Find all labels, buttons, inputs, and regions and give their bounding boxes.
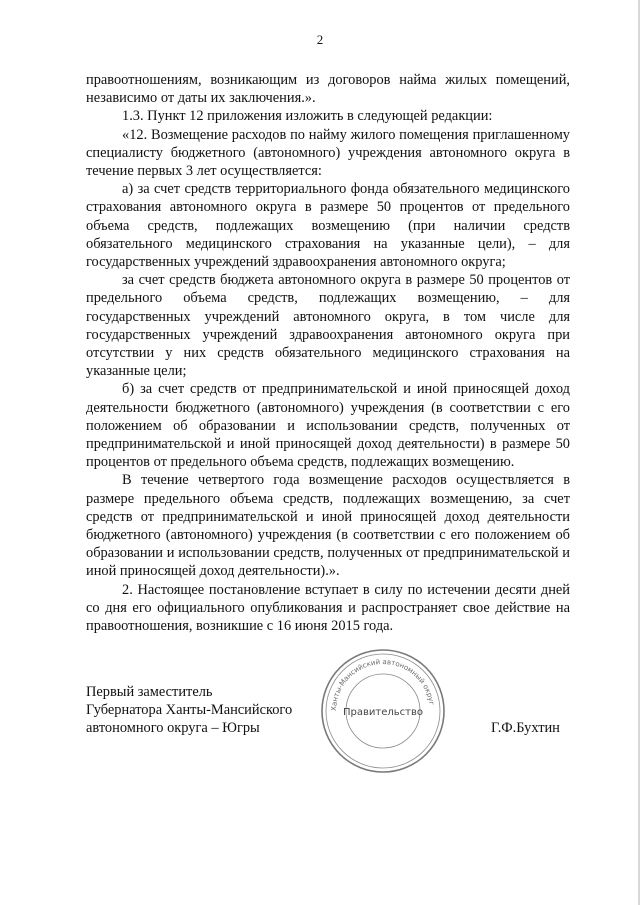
signer-title-line-2: Губернатора Ханты-Мансийского xyxy=(86,702,293,719)
signer-title-line-1: Первый заместитель xyxy=(86,684,213,700)
signer-title-line-3: автономного округа – Югры xyxy=(86,720,260,737)
paragraph-3: «12. Возмещение расходов по найму жилого помещения приглашенному специалисту бюджетного (автономного) учреждения автономного округа в течение первых 3 лет осуществляется: xyxy=(86,126,570,180)
signature-block xyxy=(86,683,326,738)
paragraph-6: б) за счет средств от предпринимательской и иной приносящей доход деятельности бюджетного (автономного) учреждения (в соответствии с его положением об образовании и использовании средств, полученных от предпринимательской и иной приносящей доход деятельности) в размере 50 процентов от предельного объема средств, подлежащих возмещению. xyxy=(86,381,570,471)
seal-ring-text: Ханты-Мансийский автономный округ xyxy=(329,657,436,712)
paragraph-7: В течение четвертого года возмещение расходов осуществляется в размере предельного объема средств, подлежащих возмещению, за счет средств от предпринимательской и иной приносящей доход деятельности бюджетного (автономного) учреждения (в соответствии с его положением об образовании и использовании средств, полученных от предпринимательской и иной приносящей доход деятельности).». xyxy=(86,472,570,580)
paragraph-5: за счет средств бюджета автономного округа в размере 50 процентов от предельного объема средств, подлежащих возмещению, – для государственных учреждений автономного округа, в том числе для государственных учреждений здравоохранения автономного округа при отсутствии у них средств обязательного медицинского страхования на указанные цели; xyxy=(86,272,570,380)
paragraph-2: 1.3. Пункт 12 приложения изложить в следующей редакции: xyxy=(122,108,493,125)
paragraph-1: правоотношениям, возникающим из договоров найма жилых помещений, независимо от даты их заключения.». xyxy=(86,72,570,107)
document-body xyxy=(86,71,570,635)
seal-graphic xyxy=(318,646,448,776)
paragraph-8: 2. Настоящее постановление вступает в силу по истечении десяти дней со дня его официального опубликования и распространяет свое действие на правоотношения, возникшие с 16 июня 2015 года. xyxy=(86,581,570,635)
signer-name: Г.Ф.Бухтин xyxy=(491,720,560,736)
seal-center-text: Правительство xyxy=(343,707,423,718)
paragraph-4: а) за счет средств территориального фонда обязательного медицинского страхования автономного округа в размере 50 процентов от предельного объема средств, подлежащих возмещению (при наличии средств обязательного медицинского страхования на указанные цели), – для государственных учреждений здравоохранения автономного округа; xyxy=(86,181,570,271)
official-seal xyxy=(318,646,448,776)
page-number: 2 xyxy=(316,32,324,47)
